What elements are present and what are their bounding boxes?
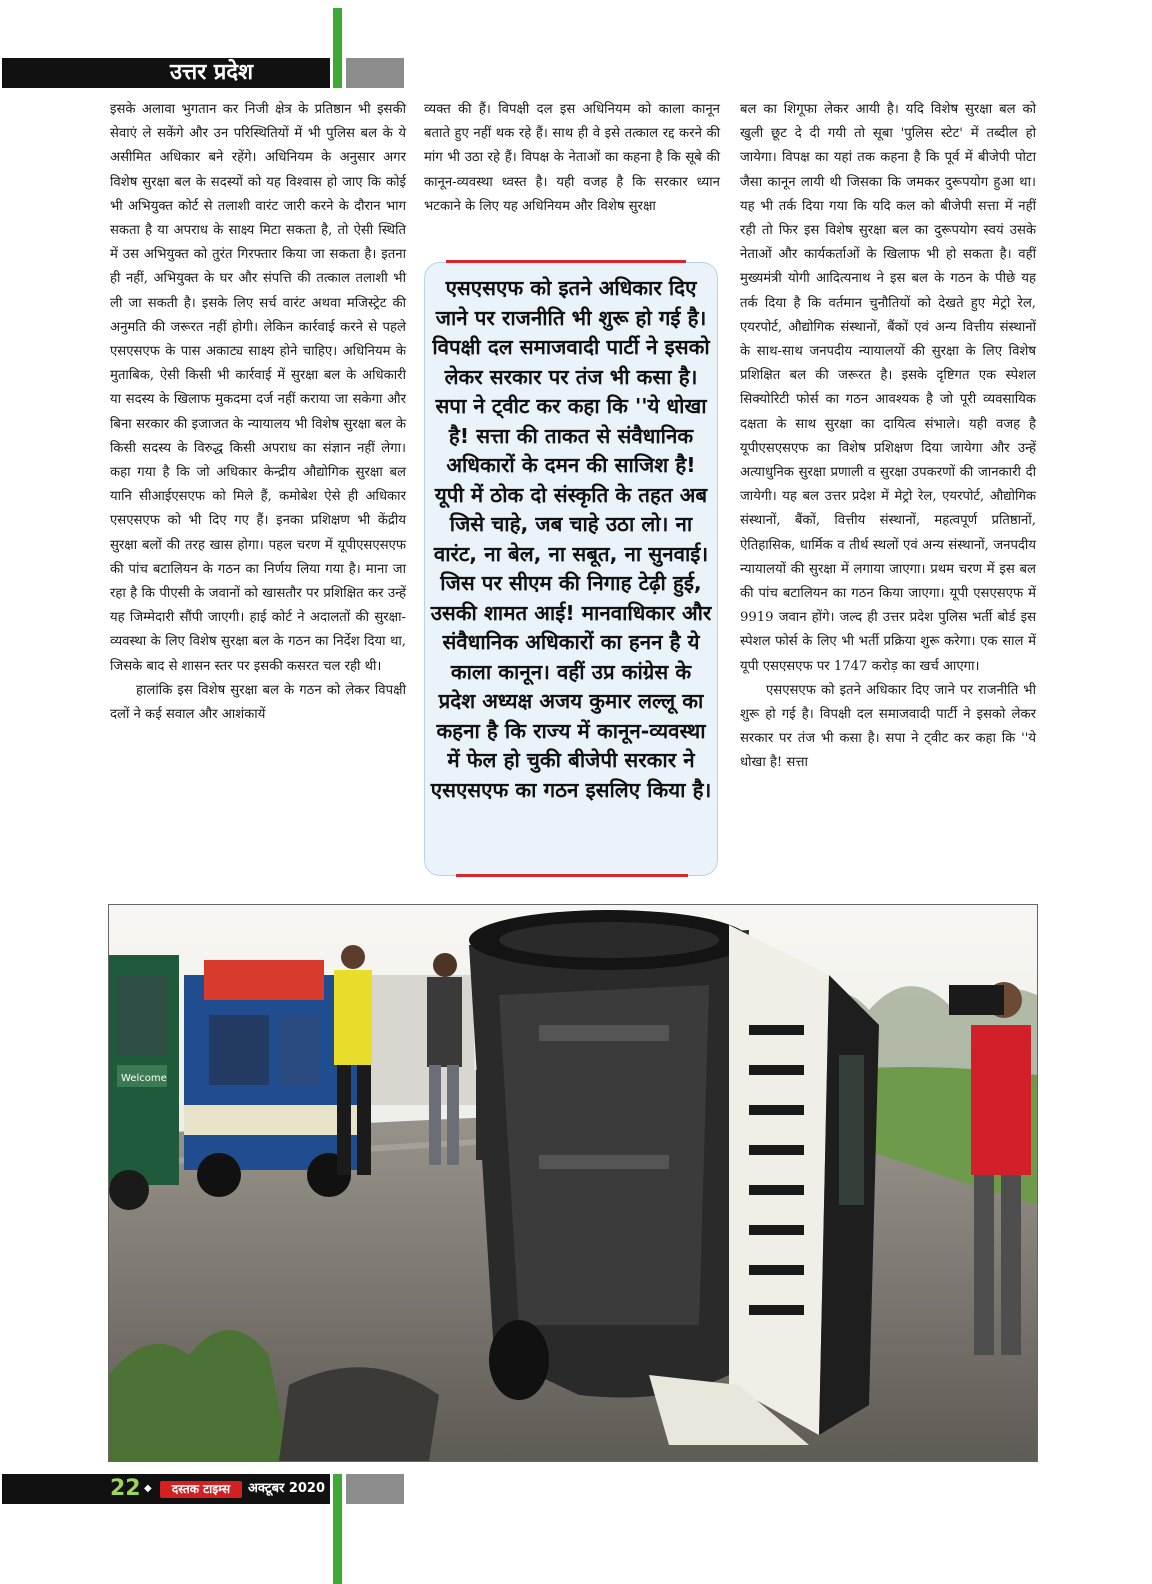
overturned-vehicle-photo [108, 904, 1038, 1462]
bus-sign-text: Welcome [121, 1073, 167, 1084]
magazine-logo: दस्तक टाइम्स [160, 1481, 242, 1498]
article-paragraph: इसके अलावा भुगतान कर निजी क्षेत्र के प्रतिष्ठान भी इसकी सेवाएं ले सकेंगे और उन परिस्थितियों में भी पुलिस बल के ये असीमित अधिकार बने रहेंगे। अधिनियम के अनुसार अगर विशेष सुरक्षा बल के सदस्यों को यह विश्वास हो जाए कि कोई भी अभियुक्त कोर्ट से तलाशी वारंट जारी करने के दौरान भाग सकता है या अपराध के साक्ष्य मिटा सकता है, तो ऐसी स्थिति में उस अभियुक्त को तुरंत गिरफ्तार किया जा सकता है। इतना ही नहीं, अभियुक्त के घर और संपत्ति की तत्काल तलाशी भी ली जा सकती है। इसके लिए सर्च वारंट अथवा मजिस्ट्रेट की अनुमति की जरूरत नहीं होगी। लेकिन कार्रवाई करने से पहले एसएसएफ के पास अकाट्य साक्ष्य होने चाहिए। अधिनियम के मुताबिक, ऐसी किसी भी कार्रवाई में सुरक्षा बल के अधिकारी या सदस्य के खिलाफ मुकदमा दर्ज नहीं कराया जा सकेगा और बिना सरकार की इजाजत के न्यायालय भी विशेष सुरक्षा बल के किसी सदस्य के विरुद्ध किसी अपराध का संज्ञान नहीं लेगा। कहा गया है कि जो अधिकार केन्द्रीय औद्योगिक सुरक्षा बल यानि सीआईएसएफ को मिले हैं, कमोबेश ऐसे ही अधिकार एसएसएफ को भी दिए गए हैं। इनका प्रशिक्षण भी केंद्रीय सुरक्षा बलों की तरह खास होगा। पहल चरण में यूपीएसएसएफ की पांच बटालियन के गठन का निर्णय लिया गया है। माना जा रहा है कि पीएसी के जवानों को खासतौर पर प्रशिक्षित कर उन्हें यह जिम्मेदारी सौंपी जाएगी। हाई कोर्ट ने अदालतों की सुरक्षा-व्यवस्था के लिए विशेष सुरक्षा बल के गठन का निर्देश दिया था, जिसके बाद से शासन स्तर पर इसकी कसरत चल रही थी। [110, 102, 406, 674]
green-rule-bottom [333, 1474, 342, 1584]
pull-quote-text: एसएसएफ को इतने अधिकार दिए जाने पर राजनीति भी शुरू हो गई है। विपक्षी दल समाजवादी पार्टी ने इसको लेकर सरकार पर तंज भी कसा है। सपा ने ट्वीट कर कहा कि ''ये धोखा है! सत्ता की ताकत से संवैधानिक अधिकारों के दमन की साजिश है! यूपी में ठोक दो संस्कृति के तहत अब जिसे चाहे, जब चाहे उठा लो। ना वारंट, ना बेल, ना सबूत, ना सुनवाई। जिस पर सीएम की निगाह टेढ़ी हुई, उसकी शामत आई! मानवाधिकार और संवैधानिक अधिकारों का हनन है ये काला कानून। वहीं उप्र कांग्रेस के प्रदेश अध्यक्ष अजय कुमार लल्लू का कहना है कि राज्य में कानून-व्यवस्था में फेल हो चुकी बीजेपी सरकार ने एसएसएफ का गठन इसलिए किया है। [430, 276, 712, 802]
article-paragraph: व्यक्त की हैं। विपक्षी दल इस अधिनियम को काला कानून बताते हुए नहीं थक रहे हैं। साथ ही वे इसे तत्काल रद्द करने की मांग भी उठा रहे हैं। विपक्ष के नेताओं का कहना है कि सूबे की कानून-व्यवस्था ध्वस्त है। यही वजह है कि सरकार ध्यान भटकाने के लिए यह अधिनियम और विशेष सुरक्षा [424, 102, 720, 214]
article-paragraph: बल का शिगूफा लेकर आयी है। यदि विशेष सुरक्षा बल को खुली छूट दे दी गयी तो सूबा 'पुलिस स्टेट' में तब्दील हो जायेगा। विपक्ष का यहां तक कहना है कि पूर्व में बीजेपी पोटा जैसा कानून लायी थी जिसका कि जमकर दुरूपयोग हुआ था। यह भी तर्क दिया गया कि यदि कल को बीजेपी सत्ता में नहीं रही तो फिर इस विशेष सुरक्षा बल का दुरूपयोग स्वयं उसके नेताओं और कार्यकर्ताओं के खिलाफ भी हो सकता है। वहीं मुख्यमंत्री योगी आदित्यनाथ ने इस बल के गठन के पीछे यह तर्क दिया है कि वर्तमान चुनौतियों को देखते हुए मेट्रो रेल, एयरपोर्ट, औद्योगिक संस्थानों, बैंकों एवं अन्य वित्तीय संस्थानों के साथ-साथ जनपदीय न्यायालयों की सुरक्षा के लिए विशेष प्रशिक्षित बल की जरूरत है। इसके दृष्टिगत एक स्पेशल सिक्योरिटी फोर्स का गठन आवश्यक है जो पूरी व्यवसायिक दक्षता के साथ सुरक्षा का दायित्व संभाले। यही वजह है यूपीएसएसएफ का विशेष प्रशिक्षण दिया जायेगा और उन्हें अत्याधुनिक सुरक्षा प्रणाली व सुरक्षा उपकरणों की जानकारी दी जायेगी। यह बल उत्तर प्रदेश में मेट्रो रेल, एयरपोर्ट, औद्योगिक संस्थानों, बैंकों, वित्तीय संस्थानों, महत्वपूर्ण प्रतिष्ठानों, ऐतिहासिक, धार्मिक व तीर्थ स्थलों एवं अन्य संस्थानों, जनपदीय न्यायालयों की सुरक्षा में लगाया जाएगा। प्रथम चरण में इस बल की पांच बटालियन का गठन किया जाएगा। यूपी एसएसएफ में 9919 जवान होंगे। जल्द ही उत्तर प्रदेश पुलिस भर्ती बोर्ड इस स्पेशल फोर्स के लिए भी भर्ती प्रक्रिया शुरू करेगा। एक साल में यूपी एसएसएफ पर 1747 करोड़ का खर्च आएगा। [740, 102, 1036, 674]
article-paragraph: हालांकि इस विशेष सुरक्षा बल के गठन को लेकर विपक्षी दलों ने कई सवाल और आशंकायें [110, 682, 406, 723]
gray-block-top [346, 58, 404, 88]
page-number: 22 [110, 1476, 141, 1501]
article-column-2 [424, 98, 720, 219]
gray-block-bottom [346, 1474, 404, 1504]
pull-quote-rule-bottom [456, 874, 688, 877]
green-rule-top [333, 8, 342, 88]
issue-date: अक्टूबर 2020 [248, 1481, 326, 1496]
pull-quote-rule-top [446, 260, 686, 263]
article-column-1 [110, 98, 406, 727]
section-title: उत्तर प्रदेश [170, 60, 254, 85]
header-bar [2, 58, 330, 88]
article-column-3 [740, 98, 1036, 776]
article-paragraph: एसएसएफ को इतने अधिकार दिए जाने पर राजनीति भी शुरू हो गई है। विपक्षी दल समाजवादी पार्टी ने इसको लेकर सरकार पर तंज भी कसा है। सपा ने ट्वीट कर कहा कि ''ये धोखा है! सत्ता [740, 682, 1036, 771]
diamond-icon: ◆ [144, 1483, 152, 1494]
